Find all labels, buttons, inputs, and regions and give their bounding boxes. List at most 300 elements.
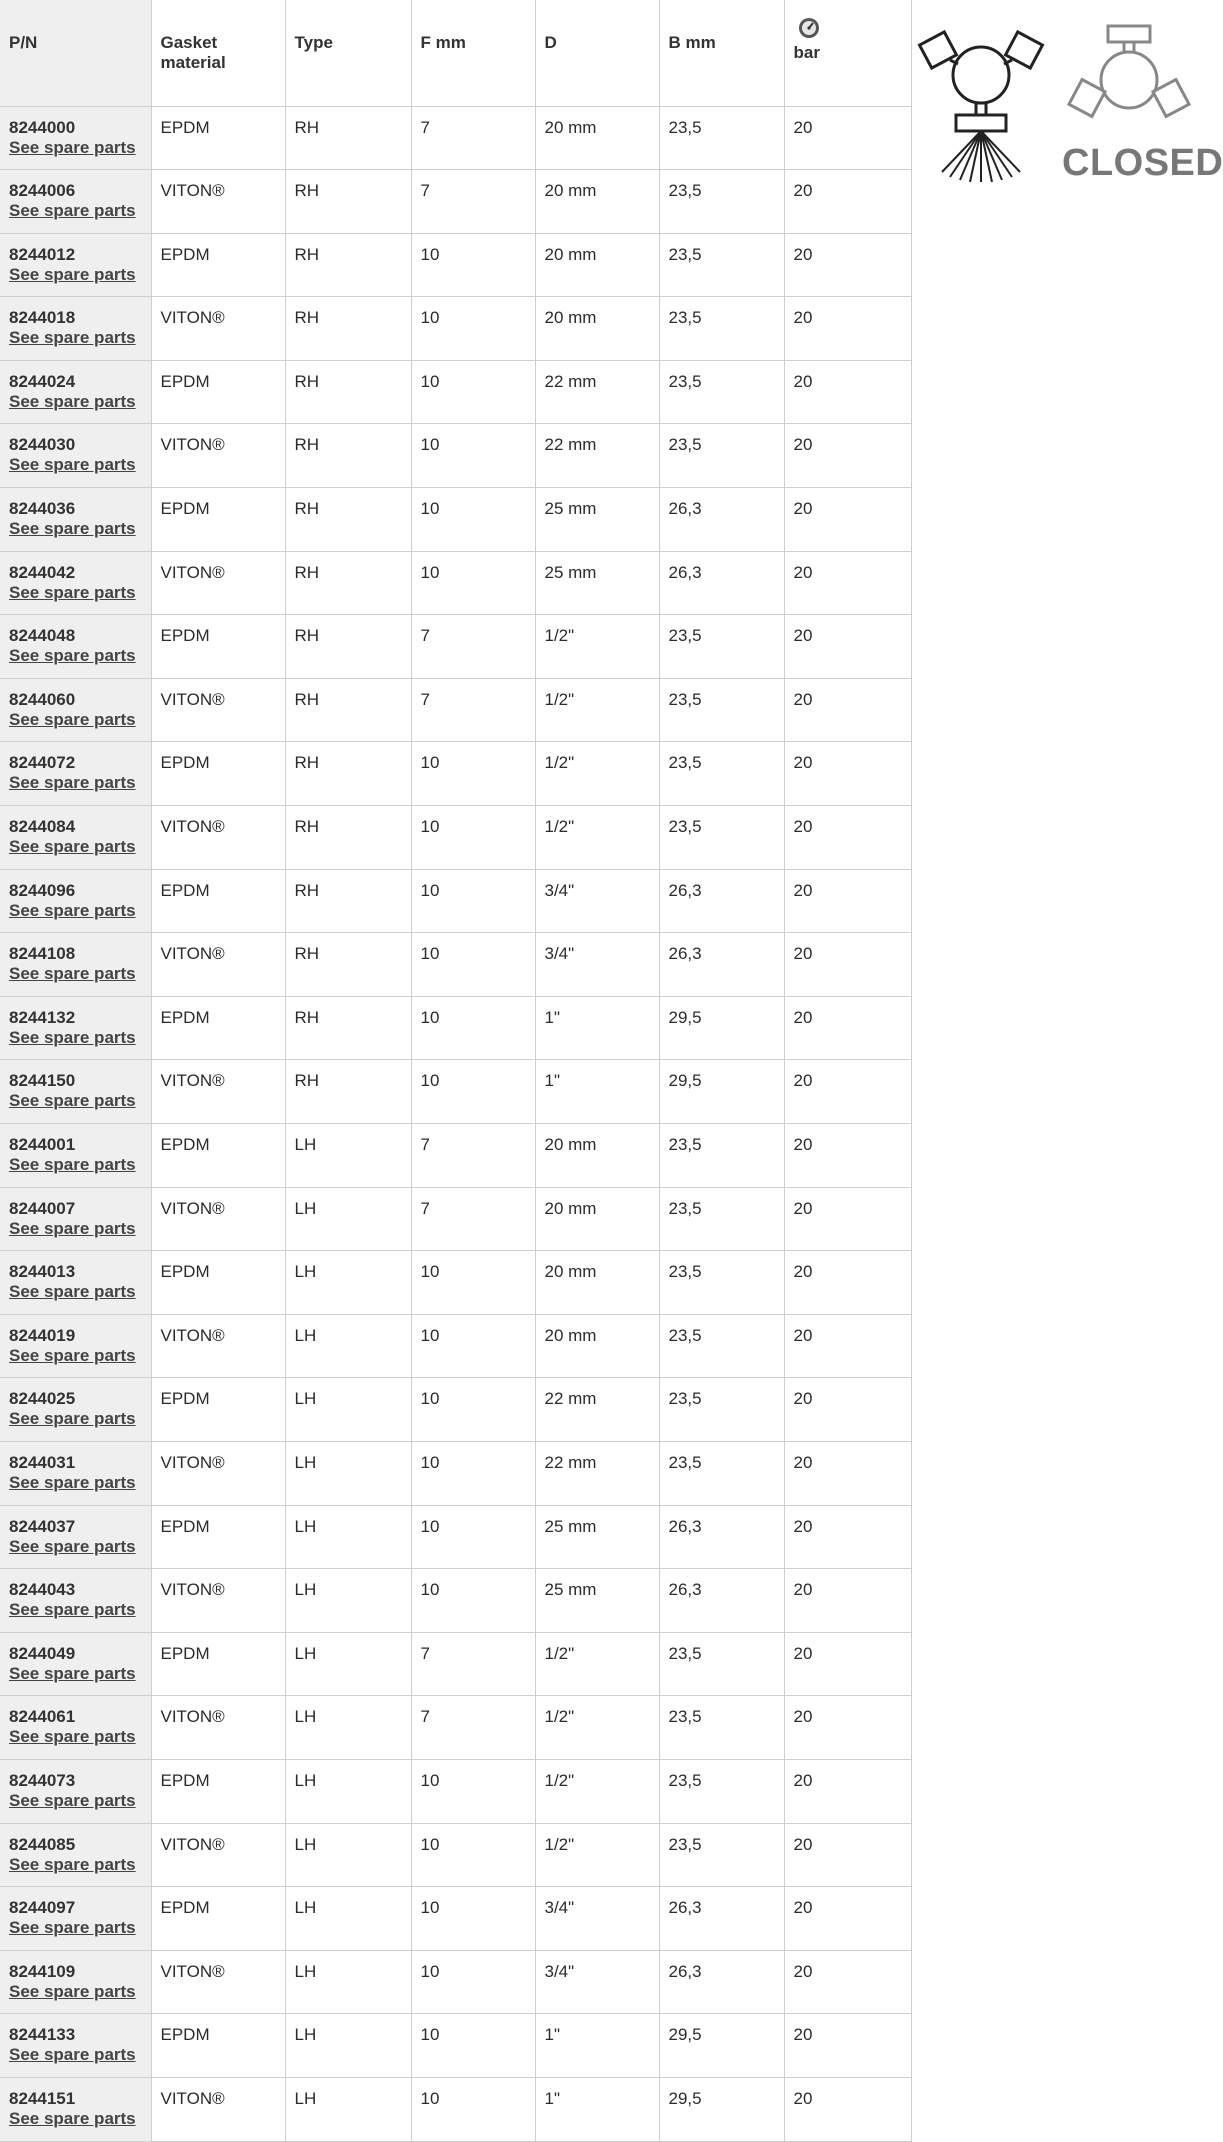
table-row: [0, 742, 911, 806]
cell-pn: [0, 1632, 151, 1696]
see-spare-parts-link[interactable]: See spare parts: [9, 1472, 136, 1492]
cell-f-mm: 10: [411, 2014, 535, 2078]
cell-pn: [0, 2077, 151, 2141]
table-row: [0, 106, 911, 170]
cell-d: 20 mm: [535, 170, 659, 234]
cell-bar: 20: [784, 360, 911, 424]
cell-d: 1/2": [535, 806, 659, 870]
cell-f-mm: 7: [411, 615, 535, 679]
cell-pn: [0, 233, 151, 297]
see-spare-parts-link[interactable]: See spare parts: [9, 2045, 136, 2065]
cell-f-mm: 10: [411, 1441, 535, 1505]
cell-b-mm: 23,5: [659, 1441, 784, 1505]
table-row: [0, 233, 911, 297]
cell-gasket-material: VITON®: [151, 933, 285, 997]
cell-bar: 20: [784, 996, 911, 1060]
see-spare-parts-link[interactable]: See spare parts: [9, 964, 136, 984]
cell-gasket-material: EPDM: [151, 106, 285, 170]
cell-gasket-material: VITON®: [151, 551, 285, 615]
cell-pn: [0, 1569, 151, 1633]
cell-gasket-material: EPDM: [151, 1378, 285, 1442]
cell-bar: 20: [784, 1187, 911, 1251]
part-number: 8244048: [9, 626, 76, 646]
part-number: 8244012: [9, 244, 76, 264]
table-row: [0, 170, 911, 234]
cell-f-mm: 10: [411, 2077, 535, 2141]
cell-b-mm: 23,5: [659, 1632, 784, 1696]
cell-gasket-material: VITON®: [151, 1950, 285, 2014]
table-row: [0, 1569, 911, 1633]
cell-f-mm: 10: [411, 551, 535, 615]
cell-bar: 20: [784, 106, 911, 170]
table-row: [0, 424, 911, 488]
cell-f-mm: 10: [411, 996, 535, 1060]
cell-pn: [0, 1759, 151, 1823]
cell-bar: 20: [784, 233, 911, 297]
cell-gasket-material: EPDM: [151, 488, 285, 552]
cell-gasket-material: EPDM: [151, 869, 285, 933]
cell-d: 22 mm: [535, 424, 659, 488]
cell-pn: [0, 297, 151, 361]
cell-pn: [0, 1823, 151, 1887]
cell-bar: 20: [784, 1378, 911, 1442]
header-bar: bar: [784, 0, 911, 106]
cell-d: 1/2": [535, 1823, 659, 1887]
cell-pn: [0, 1314, 151, 1378]
cell-b-mm: 26,3: [659, 1950, 784, 2014]
cell-gasket-material: VITON®: [151, 424, 285, 488]
cell-d: 25 mm: [535, 551, 659, 615]
cell-pn: [0, 1441, 151, 1505]
cell-b-mm: 23,5: [659, 678, 784, 742]
table-row: [0, 1251, 911, 1315]
cell-b-mm: 29,5: [659, 996, 784, 1060]
cell-d: 20 mm: [535, 1314, 659, 1378]
cell-gasket-material: VITON®: [151, 1314, 285, 1378]
cell-gasket-material: EPDM: [151, 1759, 285, 1823]
cell-b-mm: 23,5: [659, 360, 784, 424]
part-number: 8244085: [9, 1834, 76, 1854]
cell-d: 1": [535, 2014, 659, 2078]
part-number: 8244025: [9, 1389, 76, 1409]
cell-b-mm: 23,5: [659, 806, 784, 870]
cell-b-mm: 23,5: [659, 1378, 784, 1442]
table-row: [0, 1378, 911, 1442]
see-spare-parts-link[interactable]: See spare parts: [9, 137, 136, 157]
part-number: 8244018: [9, 308, 76, 328]
see-spare-parts-link[interactable]: See spare parts: [9, 1981, 136, 2001]
cell-type: RH: [285, 424, 411, 488]
cell-b-mm: 23,5: [659, 106, 784, 170]
cell-d: 22 mm: [535, 1441, 659, 1505]
cell-pn: [0, 1251, 151, 1315]
part-number: 8244042: [9, 562, 76, 582]
cell-type: LH: [285, 1696, 411, 1760]
cell-gasket-material: EPDM: [151, 1505, 285, 1569]
cell-gasket-material: VITON®: [151, 170, 285, 234]
cell-b-mm: 26,3: [659, 488, 784, 552]
cell-pn: [0, 933, 151, 997]
cell-bar: 20: [784, 1441, 911, 1505]
cell-gasket-material: EPDM: [151, 1887, 285, 1951]
cell-d: 1/2": [535, 1632, 659, 1696]
cell-type: LH: [285, 1505, 411, 1569]
cell-type: LH: [285, 1187, 411, 1251]
table-row: [0, 1124, 911, 1188]
table-header: [0, 0, 911, 106]
cell-pn: [0, 1124, 151, 1188]
cell-f-mm: 10: [411, 297, 535, 361]
cell-f-mm: 10: [411, 933, 535, 997]
cell-type: RH: [285, 488, 411, 552]
cell-bar: 20: [784, 1124, 911, 1188]
part-number: 8244109: [9, 1961, 76, 1981]
cell-b-mm: 26,3: [659, 551, 784, 615]
cell-bar: 20: [784, 1632, 911, 1696]
cell-b-mm: 23,5: [659, 1124, 784, 1188]
part-number: 8244024: [9, 371, 76, 391]
cell-f-mm: 10: [411, 233, 535, 297]
see-spare-parts-link[interactable]: See spare parts: [9, 1536, 136, 1556]
see-spare-parts-link[interactable]: See spare parts: [9, 391, 136, 411]
cell-f-mm: 7: [411, 1124, 535, 1188]
see-spare-parts-link[interactable]: See spare parts: [9, 1918, 136, 1938]
cell-pn: [0, 1950, 151, 2014]
cell-gasket-material: VITON®: [151, 297, 285, 361]
see-spare-parts-link[interactable]: See spare parts: [9, 582, 136, 602]
cell-type: RH: [285, 869, 411, 933]
part-number: 8244001: [9, 1135, 76, 1154]
cell-type: RH: [285, 678, 411, 742]
cell-type: RH: [285, 1060, 411, 1124]
cell-type: RH: [285, 360, 411, 424]
part-number: 8244133: [9, 2025, 76, 2045]
part-number: 8244132: [9, 1007, 76, 1027]
cell-d: 3/4": [535, 933, 659, 997]
cell-f-mm: 10: [411, 806, 535, 870]
see-spare-parts-link[interactable]: See spare parts: [9, 1663, 136, 1683]
cell-pn: [0, 360, 151, 424]
part-number: 8244019: [9, 1325, 76, 1345]
cell-f-mm: 7: [411, 106, 535, 170]
see-spare-parts-link[interactable]: See spare parts: [9, 1282, 136, 1302]
part-number: 8244036: [9, 499, 76, 519]
cell-pn: [0, 488, 151, 552]
cell-bar: 20: [784, 742, 911, 806]
cell-type: LH: [285, 1823, 411, 1887]
nozzle-closed-icon: [1066, 22, 1192, 132]
cell-type: LH: [285, 1569, 411, 1633]
cell-bar: 20: [784, 297, 911, 361]
cell-b-mm: 23,5: [659, 1251, 784, 1315]
cell-d: 25 mm: [535, 1505, 659, 1569]
table-row: [0, 1314, 911, 1378]
cell-d: 1/2": [535, 615, 659, 679]
table-row: [0, 996, 911, 1060]
nozzle-open-icon: [918, 22, 1044, 182]
cell-pn: [0, 1187, 151, 1251]
cell-gasket-material: VITON®: [151, 806, 285, 870]
cell-gasket-material: EPDM: [151, 1632, 285, 1696]
header-f-mm: F mm: [411, 0, 535, 106]
see-spare-parts-link[interactable]: See spare parts: [9, 1790, 136, 1810]
cell-type: LH: [285, 1632, 411, 1696]
cell-pn: [0, 2014, 151, 2078]
cell-f-mm: 7: [411, 1696, 535, 1760]
cell-bar: 20: [784, 1314, 911, 1378]
cell-bar: 20: [784, 1823, 911, 1887]
cell-b-mm: 23,5: [659, 297, 784, 361]
cell-gasket-material: VITON®: [151, 1823, 285, 1887]
cell-b-mm: 23,5: [659, 233, 784, 297]
part-number: 8244037: [9, 1516, 76, 1536]
table-row: [0, 933, 911, 997]
cell-gasket-material: EPDM: [151, 615, 285, 679]
part-number: 8244061: [9, 1707, 76, 1727]
cell-pn: [0, 1887, 151, 1951]
see-spare-parts-link[interactable]: See spare parts: [9, 837, 136, 857]
cell-gasket-material: VITON®: [151, 1441, 285, 1505]
cell-bar: 20: [784, 1060, 911, 1124]
cell-d: 1/2": [535, 678, 659, 742]
cell-pn: [0, 1378, 151, 1442]
cell-bar: 20: [784, 170, 911, 234]
header-gasket-material: Gasket material: [151, 0, 285, 106]
cell-bar: 20: [784, 2014, 911, 2078]
cell-f-mm: 10: [411, 742, 535, 806]
cell-bar: 20: [784, 1251, 911, 1315]
part-number: 8244000: [9, 117, 76, 137]
cell-f-mm: 7: [411, 678, 535, 742]
table-row: [0, 1187, 911, 1251]
table-row: [0, 2077, 911, 2141]
cell-d: 1/2": [535, 1759, 659, 1823]
cell-d: 22 mm: [535, 1378, 659, 1442]
cell-bar: 20: [784, 615, 911, 679]
cell-type: LH: [285, 1314, 411, 1378]
cell-d: 1": [535, 996, 659, 1060]
cell-b-mm: 29,5: [659, 1060, 784, 1124]
see-spare-parts-link[interactable]: See spare parts: [9, 646, 136, 666]
cell-bar: 20: [784, 1759, 911, 1823]
cell-pn: [0, 551, 151, 615]
cell-type: LH: [285, 2014, 411, 2078]
cell-b-mm: 26,3: [659, 933, 784, 997]
cell-d: 20 mm: [535, 1124, 659, 1188]
see-spare-parts-link[interactable]: See spare parts: [9, 1600, 136, 1620]
cell-b-mm: 23,5: [659, 1314, 784, 1378]
part-number: 8244049: [9, 1643, 76, 1663]
cell-pn: [0, 1060, 151, 1124]
cell-d: 20 mm: [535, 297, 659, 361]
cell-b-mm: 26,3: [659, 1505, 784, 1569]
cell-f-mm: 10: [411, 424, 535, 488]
cell-gasket-material: EPDM: [151, 2014, 285, 2078]
table-row: [0, 869, 911, 933]
cell-pn: [0, 996, 151, 1060]
cell-f-mm: 10: [411, 1887, 535, 1951]
see-spare-parts-link[interactable]: See spare parts: [9, 1409, 136, 1429]
see-spare-parts-link[interactable]: See spare parts: [9, 519, 136, 539]
cell-pn: [0, 424, 151, 488]
cell-bar: 20: [784, 1505, 911, 1569]
header-type: Type: [285, 0, 411, 106]
cell-d: 3/4": [535, 869, 659, 933]
cell-type: LH: [285, 1759, 411, 1823]
table-row: [0, 615, 911, 679]
cell-d: 3/4": [535, 1950, 659, 2014]
cell-d: 20 mm: [535, 233, 659, 297]
cell-gasket-material: EPDM: [151, 360, 285, 424]
cell-type: RH: [285, 170, 411, 234]
see-spare-parts-link[interactable]: See spare parts: [9, 1854, 136, 1874]
cell-pn: [0, 1696, 151, 1760]
cell-pn: [0, 170, 151, 234]
cell-gasket-material: EPDM: [151, 996, 285, 1060]
cell-pn: [0, 742, 151, 806]
see-spare-parts-link[interactable]: See spare parts: [9, 2108, 136, 2128]
cell-f-mm: 7: [411, 1187, 535, 1251]
cell-f-mm: 10: [411, 1950, 535, 2014]
cell-gasket-material: VITON®: [151, 1187, 285, 1251]
part-number: 8244108: [9, 944, 76, 964]
cell-bar: 20: [784, 1950, 911, 2014]
see-spare-parts-link[interactable]: See spare parts: [9, 900, 136, 920]
table-row: [0, 1060, 911, 1124]
see-spare-parts-link[interactable]: See spare parts: [9, 1727, 136, 1747]
cell-b-mm: 23,5: [659, 170, 784, 234]
cell-bar: 20: [784, 1569, 911, 1633]
cell-bar: 20: [784, 1696, 911, 1760]
see-spare-parts-link[interactable]: See spare parts: [9, 773, 136, 793]
cell-d: 1": [535, 1060, 659, 1124]
cell-b-mm: 26,3: [659, 1569, 784, 1633]
see-spare-parts-link[interactable]: See spare parts: [9, 455, 136, 475]
cell-type: LH: [285, 1124, 411, 1188]
cell-gasket-material: VITON®: [151, 678, 285, 742]
cell-f-mm: 10: [411, 1060, 535, 1124]
part-number: 8244084: [9, 817, 76, 837]
cell-type: LH: [285, 1378, 411, 1442]
cell-bar: 20: [784, 869, 911, 933]
cell-bar: 20: [784, 1887, 911, 1951]
cell-type: RH: [285, 551, 411, 615]
see-spare-parts-link[interactable]: See spare parts: [9, 264, 136, 284]
table-row: [0, 551, 911, 615]
cell-b-mm: 23,5: [659, 742, 784, 806]
cell-gasket-material: VITON®: [151, 2077, 285, 2141]
cell-gasket-material: VITON®: [151, 1696, 285, 1760]
see-spare-parts-link[interactable]: See spare parts: [9, 1218, 136, 1238]
see-spare-parts-link[interactable]: See spare parts: [9, 1155, 136, 1174]
table-row: [0, 1759, 911, 1823]
part-number: 8244096: [9, 880, 76, 900]
part-number: 8244060: [9, 689, 76, 709]
part-number: 8244043: [9, 1580, 76, 1600]
part-number: 8244073: [9, 1770, 76, 1790]
cell-f-mm: 10: [411, 869, 535, 933]
cell-f-mm: 10: [411, 1569, 535, 1633]
cell-d: 1": [535, 2077, 659, 2141]
cell-d: 1/2": [535, 742, 659, 806]
see-spare-parts-link[interactable]: See spare parts: [9, 328, 136, 348]
table-row: [0, 1696, 911, 1760]
cell-type: RH: [285, 297, 411, 361]
header-pn: P/N: [0, 0, 151, 106]
table-row: [0, 1823, 911, 1887]
cell-pn: [0, 869, 151, 933]
cell-f-mm: 10: [411, 488, 535, 552]
part-number: 8244013: [9, 1262, 76, 1282]
cell-pn: [0, 106, 151, 170]
cell-gasket-material: EPDM: [151, 1124, 285, 1188]
cell-d: 3/4": [535, 1887, 659, 1951]
cell-pn: [0, 615, 151, 679]
cell-gasket-material: EPDM: [151, 233, 285, 297]
see-spare-parts-link[interactable]: See spare parts: [9, 1027, 136, 1047]
part-number: 8244097: [9, 1898, 76, 1918]
cell-f-mm: 10: [411, 1759, 535, 1823]
cell-bar: 20: [784, 551, 911, 615]
cell-bar: 20: [784, 2077, 911, 2141]
table-row: [0, 806, 911, 870]
cell-d: 25 mm: [535, 488, 659, 552]
table-row: [0, 1505, 911, 1569]
cell-f-mm: 10: [411, 1314, 535, 1378]
closed-label: CLOSED: [1062, 142, 1223, 184]
cell-type: LH: [285, 1441, 411, 1505]
see-spare-parts-link[interactable]: See spare parts: [9, 1091, 136, 1111]
part-number: 8244072: [9, 753, 76, 773]
cell-type: RH: [285, 806, 411, 870]
see-spare-parts-link[interactable]: See spare parts: [9, 201, 136, 221]
cell-gasket-material: VITON®: [151, 1569, 285, 1633]
part-number: 8244007: [9, 1198, 76, 1218]
cell-f-mm: 7: [411, 170, 535, 234]
cell-f-mm: 7: [411, 1632, 535, 1696]
cell-type: LH: [285, 1887, 411, 1951]
cell-b-mm: 23,5: [659, 615, 784, 679]
table-row: [0, 1887, 911, 1951]
cell-b-mm: 23,5: [659, 1187, 784, 1251]
cell-type: RH: [285, 615, 411, 679]
cell-type: LH: [285, 1950, 411, 2014]
table-row: [0, 1950, 911, 2014]
cell-f-mm: 10: [411, 360, 535, 424]
cell-type: RH: [285, 106, 411, 170]
cell-b-mm: 29,5: [659, 2077, 784, 2141]
cell-gasket-material: EPDM: [151, 742, 285, 806]
cell-pn: [0, 1505, 151, 1569]
cell-d: 1/2": [535, 1696, 659, 1760]
cell-f-mm: 10: [411, 1251, 535, 1315]
cell-d: 25 mm: [535, 1569, 659, 1633]
cell-bar: 20: [784, 806, 911, 870]
cell-bar: 20: [784, 424, 911, 488]
see-spare-parts-link[interactable]: See spare parts: [9, 1345, 136, 1365]
see-spare-parts-link[interactable]: See spare parts: [9, 709, 136, 729]
cell-b-mm: 23,5: [659, 424, 784, 488]
header-d: D: [535, 0, 659, 106]
cell-b-mm: 26,3: [659, 1887, 784, 1951]
cell-pn: [0, 678, 151, 742]
part-number: 8244151: [9, 2088, 76, 2108]
part-number: 8244030: [9, 435, 76, 455]
table-row: [0, 1632, 911, 1696]
cell-type: LH: [285, 2077, 411, 2141]
cell-pn: [0, 806, 151, 870]
cell-type: RH: [285, 933, 411, 997]
